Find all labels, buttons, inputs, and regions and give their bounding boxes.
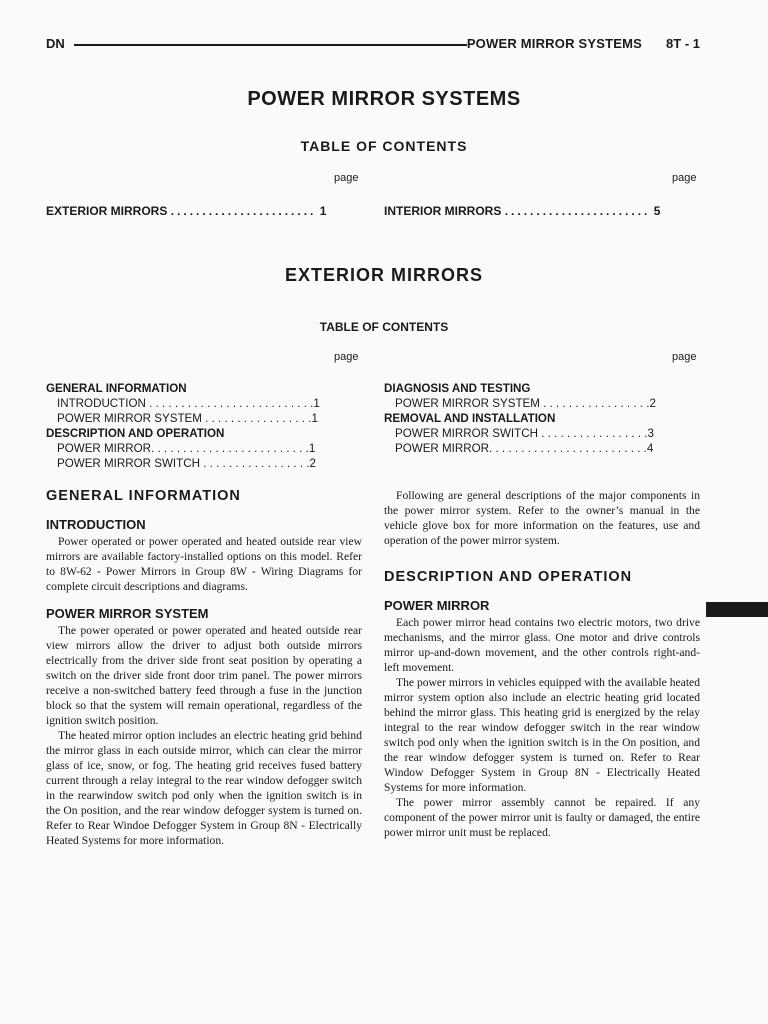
section-toc-left <box>46 381 362 471</box>
toc-group-general-information: GENERAL INFORMATION <box>46 382 187 395</box>
toc-group-diagnosis-and-testing: DIAGNOSIS AND TESTING <box>384 382 531 395</box>
body-right-column <box>384 488 700 840</box>
heading-power-mirror-system: POWER MIRROR SYSTEM <box>46 606 209 621</box>
toc-leader-dots: . . . . . . . . . . . . . . . . . . . . . . . . . <box>489 442 647 455</box>
toc-item-power-mirror-removal[interactable]: POWER MIRROR. . . . . . . . . . . . . . . . . . . . . . . . .4 <box>395 442 654 455</box>
toc-leader-dots: . . . . . . . . . . . . . . . . . <box>537 427 648 440</box>
heading-general-information: GENERAL INFORMATION <box>46 488 241 504</box>
toc-group-description-and-operation: DESCRIPTION AND OPERATION <box>46 427 225 440</box>
toc-item-power-mirror-switch[interactable]: POWER MIRROR SWITCH . . . . . . . . . . . . . . . . .2 <box>57 457 316 470</box>
body-left-column <box>46 488 362 848</box>
toc-item-page: 1 <box>308 442 316 455</box>
toc-item-power-mirror-system-diagnosis[interactable]: POWER MIRROR SYSTEM . . . . . . . . . . . . . . . . .2 <box>395 397 656 410</box>
toc-leader-dots: . . . . . . . . . . . . . . . . . . . . . . . . . <box>151 442 309 455</box>
heading-description-and-operation: DESCRIPTION AND OPERATION <box>384 569 633 585</box>
toc-item-page: 4 <box>646 442 654 455</box>
header-section-title: POWER MIRROR SYSTEMS <box>466 36 642 51</box>
toc-entry-page: 1 <box>319 204 327 218</box>
section-title: EXTERIOR MIRRORS <box>284 265 483 285</box>
toc-entry-interior-mirrors[interactable] <box>384 204 660 218</box>
paragraph-following: Following are general descriptions of the major components in the power mirror system. Refer to the owner’s manual in the vehicle glove box for more information on the features, use and operation of the power mirror system. <box>384 489 700 547</box>
paragraph-introduction: Power operated or power operated and heated outside rear view mirrors are available factory-installed options on this model. Refer to 8W-62 - Power Mirrors in Group 8W - Wiring Diagrams for complete circuit descriptions and diagrams. <box>46 535 362 593</box>
toc-item-page: 2 <box>309 457 316 470</box>
toc-entry-exterior-mirrors[interactable] <box>46 204 326 218</box>
toc-item-page: 2 <box>649 397 656 410</box>
paragraph-power-mirror-2: The power mirrors in vehicles equipped with the available heated mirror system option also include an electric heating grid located behind the mirror glass. This heating grid is energized by the relay integral to the rear window defogger switch in the rear window switch pod only when the ignition switch is in the On position, and the rear window defogger system is turned on. Refer to Rear Window Defogger System in Group 8N - Electrically Heated Systems for more information. <box>384 676 700 794</box>
section-toc-right <box>384 381 700 456</box>
toc-entry-label: EXTERIOR MIRRORS <box>46 204 168 218</box>
section-toc-page-label-right: page <box>672 351 697 363</box>
heading-introduction: INTRODUCTION <box>46 517 146 532</box>
toc-group-removal-and-installation: REMOVAL AND INSTALLATION <box>384 412 556 425</box>
page-header <box>46 36 700 54</box>
page-title: POWER MIRROR SYSTEMS <box>247 88 521 110</box>
paragraph-power-mirror-1: Each power mirror head contains two electric motors, two drive mechanisms, and the mirror glass. One motor and drive controls mirror up-and-down movement, and the other controls right-and-left movement. <box>384 616 700 674</box>
toc-entry-page: 5 <box>653 204 661 218</box>
toc-leader-dots: . . . . . . . . . . . . . . . . . . . . . . . . . . <box>145 397 314 410</box>
toc-item-power-mirror[interactable]: POWER MIRROR. . . . . . . . . . . . . . . . . . . . . . . . .1 <box>57 442 316 455</box>
header-model-code: DN <box>46 36 65 51</box>
toc-page-label-right: page <box>672 172 697 184</box>
paragraph-power-mirror-3: The power mirror assembly cannot be repaired. If any component of the power mirror unit is faulty or damaged, the entire power mirror unit must be replaced. <box>384 796 700 839</box>
toc-leader-dots: ....................... <box>504 204 651 218</box>
toc-leader-dots: ....................... <box>170 204 317 218</box>
section-thumb-tab <box>706 602 768 617</box>
toc-item-power-mirror-system[interactable]: POWER MIRROR SYSTEM . . . . . . . . . . . . . . . . .1 <box>57 412 318 425</box>
paragraph-power-mirror-system-1: The power operated or power operated and heated outside rear view mirrors allow the driver to adjust both outside mirrors electrically from the driver side front seat position by operating a switch on the driver side front door trim panel. The power mirrors receive a non-switched battery feed through a fuse in the junction block so that the system will remain operational, regardless of the ignition switch position. <box>46 624 362 727</box>
toc-item-page: 1 <box>311 412 318 425</box>
paragraph-power-mirror-system-2: The heated mirror option includes an electric heating grid behind the mirror glass in each outside mirror, which can clear the mirror glass of ice, snow, or fog. The heating grid receives fused battery current through a relay integral to the rear window defogger switch in the rearwindow switch pod only when the ignition switch is in the On position, and the rear window defogger system is turned on. Refer to Rear Windoe Defogger System in Group 8N - Electrically Heated Systems for more information. <box>46 729 362 847</box>
header-page-number: 8T - 1 <box>666 36 700 51</box>
toc-item-introduction[interactable]: INTRODUCTION . . . . . . . . . . . . . . . . . . . . . . . . . .1 <box>57 397 320 410</box>
toc-item-page: 1 <box>313 397 320 410</box>
toc-title: TABLE OF CONTENTS <box>300 138 468 154</box>
header-rule <box>74 44 467 46</box>
toc-leader-dots: . . . . . . . . . . . . . . . . . <box>199 457 310 470</box>
section-toc-title: TABLE OF CONTENTS <box>319 320 449 334</box>
toc-item-power-mirror-switch-removal[interactable]: POWER MIRROR SWITCH . . . . . . . . . . . . . . . . .3 <box>395 427 654 440</box>
toc-leader-dots: . . . . . . . . . . . . . . . . . <box>539 397 650 410</box>
toc-leader-dots: . . . . . . . . . . . . . . . . . <box>201 412 312 425</box>
toc-item-page: 3 <box>647 427 654 440</box>
toc-page-label-left: page <box>334 172 359 184</box>
section-toc-page-label-left: page <box>334 351 359 363</box>
heading-power-mirror: POWER MIRROR <box>384 598 490 613</box>
toc-entry-label: INTERIOR MIRRORS <box>384 204 502 218</box>
